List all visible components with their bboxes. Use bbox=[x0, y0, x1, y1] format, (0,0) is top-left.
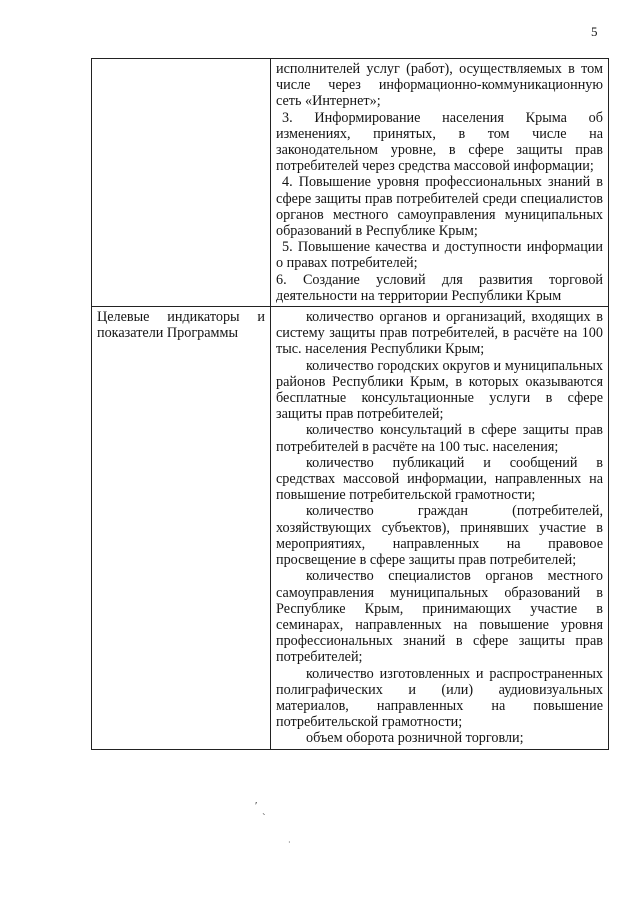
list-item: количество специалистов органов местного самоуправления муниципальных образований в Республике Крым, принимающих участие в семинарах, направленных на повышение уровня профессиональных знаний в сфере защиты прав потребителей; bbox=[276, 568, 603, 666]
list-item: количество публикаций и сообщений в средствах массовой информации, направленных на повышение потребительской грамотности; bbox=[276, 454, 603, 504]
program-table bbox=[91, 58, 609, 750]
list-item: 5. Повышение качества и доступности информации о правах потребителей; bbox=[276, 239, 603, 272]
table-cell-left: Целевые индикаторы и показатели Программы bbox=[92, 307, 271, 749]
list-item: количество органов и организаций, входящих в систему защиты прав потребителей, в расчёте на 100 тыс. населения Республики Крым; bbox=[276, 309, 603, 358]
list-item: 6. Создание условий для развития торговой деятельности на территории Республики Крым bbox=[276, 271, 603, 304]
list-item: количество консультаций в сфере защиты прав потребителей в расчёте на 100 тыс. населения; bbox=[276, 422, 603, 455]
list-item: количество изготовленных и распространенных полиграфических и (или) аудиовизуальных материалов, направленных на повышение потребительской грамотности; bbox=[276, 665, 603, 731]
table-cell-right bbox=[271, 307, 609, 749]
scan-mark: ` bbox=[262, 812, 266, 824]
page-number: 5 bbox=[591, 24, 598, 39]
scan-mark: · bbox=[288, 838, 291, 847]
table-cell-left bbox=[92, 59, 271, 307]
list-item: 4. Повышение уровня профессиональных знаний в сфере защиты прав потребителей среди специалистов органов местного самоуправления муниципальных образований в Республике Крым; bbox=[276, 174, 603, 240]
list-item: объем оборота розничной торговли; bbox=[306, 730, 524, 747]
scan-mark: ʹ bbox=[255, 800, 258, 812]
list-item: исполнителей услуг (работ), осуществляемых в том числе через информационно-коммуникационную сеть «Интернет»; bbox=[276, 61, 603, 110]
list-item: количество городских округов и муниципальных районов Республики Крым, в которых оказываются бесплатные консультационные услуги в сфере защиты прав потребителей; bbox=[276, 357, 603, 423]
table-row bbox=[92, 307, 609, 749]
list-item: количество граждан (потребителей, хозяйствующих субъектов), принявших участие в мероприятиях, направленных на правовое просвещение в сфере защиты прав потребителей; bbox=[276, 503, 603, 569]
list-item: 3. Информирование населения Крыма об изменениях, принятых, в том числе на законодательном уровне, в сфере защиты прав потребителей через средства массовой информации; bbox=[276, 109, 603, 175]
table-cell-right bbox=[271, 59, 609, 307]
table-row bbox=[92, 59, 609, 307]
